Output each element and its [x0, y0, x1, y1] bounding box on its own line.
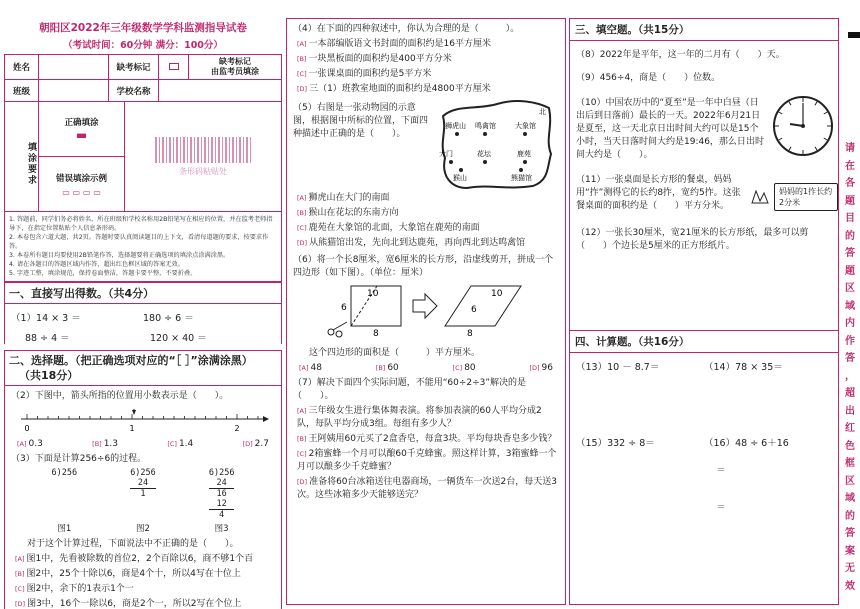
option-c[interactable]: [C] 一张课桌面的面积约是5平方米: [297, 69, 432, 79]
division-figures: [25, 468, 261, 520]
option-a[interactable]: [A] 48: [299, 363, 322, 373]
wrong-fill-sample: ▭ ▭ ▭ ▭: [62, 187, 101, 197]
school-field[interactable]: [159, 80, 282, 102]
side-warning: 请 在 各 题 目 的 答 题 区 域 内 作 答 ， 超 出 红 色 框 区 域 的 答 案 无 效: [845, 143, 855, 592]
tick-label: 0: [24, 424, 30, 433]
q6-options: [299, 363, 553, 373]
option-d[interactable]: [D] 准备将60台冰箱送往电器商场，一辆货车一次送2台，每天送3次。这些冰箱多少天能够送完？: [297, 477, 557, 500]
section-3: [570, 19, 838, 331]
tick-label: 2: [234, 424, 240, 433]
name-label: 姓名: [5, 55, 39, 80]
fig-caption: 图3: [214, 524, 229, 534]
question-10[interactable]: （10）中国农历中的“夏至”是一年中白昼（日出后到日落前）最长的一天。2022年6月21日是夏至，这一天北京日出时间大约可以是15个小时，当天日落时间大约是19:46，那么日出时间大约是（ ）。: [576, 98, 764, 160]
option-b[interactable]: [B] 王阿姨用60元买了2盒香皂，每盒3块。平均每块香皂多少钱？: [297, 434, 557, 444]
note-item: 3. 本卷所有题目均要使用2B铅笔作答，选择题要将正确选项的填涂点涂满涂黑。: [9, 252, 230, 259]
option-c[interactable]: [C] 80: [452, 363, 476, 373]
option-d[interactable]: [D] 图3中，16个一除以6，商是2个一，所以2写在个位上: [15, 599, 242, 609]
option-a[interactable]: [A] 一本部编版语文书封面的面积约是16平方厘米: [297, 39, 491, 49]
question-12[interactable]: （12）一张长30厘米，宽21厘米的长方形纸，最多可以剪（ ）个边长是5厘米的正方形纸片。: [576, 228, 809, 251]
question-7: （7）解决下面四个实际问题，不能用“60÷2÷3”解决的是（ ）。: [293, 378, 527, 401]
question-11[interactable]: （11）一张桌面是长方形的餐桌，妈妈用“拃”测得它的长约8拃，宽约5拃。这张餐桌面的面积约是（ ）平方分米。: [576, 175, 741, 211]
option-d[interactable]: [D] 2.7: [242, 439, 269, 449]
section-4: [570, 331, 838, 513]
calc-item: （1）14 × 3 ＝: [11, 313, 81, 324]
option-c[interactable]: [C] 图2中，余下的1表示1个一: [15, 584, 134, 594]
dim-label: 6: [471, 305, 477, 315]
barcode-icon: [155, 137, 251, 163]
option-b[interactable]: [B] 1.3: [92, 439, 119, 449]
fill-req-label: 填涂要求: [5, 102, 39, 211]
info-table: [4, 54, 282, 102]
exam-title: 朝阳区2022年三年级数学学科监测指导试卷: [39, 22, 247, 34]
fill-requirements: [4, 102, 282, 212]
q2-options: [17, 439, 269, 449]
right-column: [569, 18, 839, 605]
zoo-map: [437, 98, 555, 190]
option-b[interactable]: [B] 一块黑板面的面积约是400平方分米: [297, 54, 452, 64]
calc-item: 180 ÷ 6 ＝: [143, 313, 194, 324]
question-2: （2）下图中，箭头所指的位置用小数表示是（ ）。: [11, 391, 229, 401]
map-label: 狮虎山: [445, 122, 466, 130]
barcode-label: 条形码粘贴处: [179, 166, 227, 176]
correct-fill-sample: ▬: [75, 128, 88, 142]
clock-icon: [772, 95, 834, 157]
option-d[interactable]: [D] 从熊猫馆出发，先向北到达鹿苑，再向西北到达鸣禽馆: [297, 238, 526, 248]
school-label: 学校名称: [109, 80, 159, 102]
note-item: 4. 请在各题目的答题区域内作答，超出红色框区域的答案无效。: [9, 261, 184, 268]
tick-label: 1: [129, 424, 135, 433]
class-field[interactable]: [39, 80, 109, 102]
option-d[interactable]: [D] 三（1）班教室地面的面积约是4800平方厘米: [297, 84, 491, 94]
map-label: 大门: [439, 150, 453, 158]
class-label: 班级: [5, 80, 39, 102]
calc-item: 120 × 40 ＝: [150, 333, 207, 344]
span-note: 妈妈的1拃长约2分米: [774, 183, 838, 211]
absent-note-line2: 由监考员填涂: [211, 67, 259, 76]
note-item: 5. 字迹工整，填涂规范，保持卷面整洁，答题卡要平整，不要折叠。: [9, 270, 197, 277]
q6-prompt: 这个四边形的面积是（ ）平方厘米。: [309, 348, 481, 358]
barcode-area: [125, 102, 281, 211]
section-2-points: （共18分）: [19, 369, 79, 382]
question-14[interactable]: （14）78 × 35＝: [704, 362, 783, 373]
option-b[interactable]: [B] 60: [375, 363, 399, 373]
fig-caption: 图2: [136, 524, 150, 534]
question-4: （4）在下面的四种叙述中，你认为合理的是（ ）。: [293, 24, 520, 34]
question-8[interactable]: （8）2022年是平年，这一年的二月有（ ）天。: [576, 50, 785, 60]
map-label: 熊猫馆: [511, 174, 532, 182]
section-2-title: 二、选择题。（把正确选项对应的“［ ］”涂满涂黑）: [9, 354, 253, 367]
division-fig-2: 6)256 24 1: [130, 468, 156, 499]
name-field[interactable]: [39, 55, 109, 80]
question-16[interactable]: （16）48 ÷ 6＋16: [704, 438, 789, 449]
question-5: （5）右图是一张动物园的示意图，根据图中所标的位置，下面四种描述中正确的是（ ）。: [293, 103, 429, 139]
question-6: （6）将一个长8厘米，宽6厘米的长方形，沿虚线剪开，拼成一个四边形（如下图）。（单位：厘米）: [293, 255, 554, 278]
section-3-title: 三、填空题。（共15分）: [570, 19, 838, 41]
note-item: 2. 本卷包含六道大题，共2页。答题时要认真阅读题目的上下文，看清每道题的要求，按要求作答。: [9, 234, 269, 250]
note-item: 1. 答题前，同学们务必将姓名、所在班级和学校名称用2B铅笔写在相应的位置，并在监考老师指导下，在指定位置粘贴个人信息条形码。: [9, 216, 273, 232]
middle-column: [286, 18, 566, 605]
question-15[interactable]: （15）332 ÷ 8＝: [576, 438, 655, 449]
dim-label: 10: [491, 289, 503, 299]
option-c[interactable]: [C] 1.4: [167, 439, 194, 449]
division-fig-3: 6)256 24 16 12 4: [208, 468, 235, 520]
figure-captions: [25, 522, 261, 534]
scissors-icon: [328, 322, 347, 337]
option-d[interactable]: [D] 96: [529, 363, 553, 373]
map-label: 鸣禽馆: [475, 122, 496, 130]
equals-sign: ＝: [716, 503, 726, 513]
question-13[interactable]: （13）10 － 8.7＝: [576, 362, 660, 373]
option-a[interactable]: [A] 狮虎山在大门的南面: [297, 193, 390, 203]
notes: [4, 212, 282, 282]
section-4-title: 四、计算题。（共16分）: [570, 331, 838, 353]
map-label: 猴山: [453, 174, 467, 182]
option-a[interactable]: [A] 图1中，先看被除数的首位2，2个百除以6，商不够1个百: [15, 554, 254, 564]
option-b[interactable]: [B] 猴山在花坛的东南方向: [297, 208, 399, 218]
equals-sign: ＝: [716, 466, 726, 476]
wrong-fill-label: 错误填涂示例: [55, 173, 107, 184]
dim-label: 8: [467, 329, 473, 339]
absent-note-line1: 缺考标记: [219, 57, 251, 66]
section-2: [4, 350, 282, 609]
correct-fill-label: 正确填涂: [64, 118, 99, 128]
option-b[interactable]: [B] 图2中，25个十除以6，商是4个十，所以4写在十位上: [15, 569, 241, 579]
hand-span-icon: [750, 187, 774, 207]
q3-prompt: 对于这个计算过程，下面说法中不正确的是（ ）。: [27, 539, 239, 549]
dim-label: 8: [373, 329, 379, 339]
exam-subtitle: （考试时间：60分钟 满分：100分）: [63, 40, 223, 51]
option-a[interactable]: [A] 0.3: [17, 439, 43, 449]
option-a[interactable]: [A] 三年级女生进行集体舞表演。将参加表演的60人平均分成2队，每队平均分成3组。每组有多少人？: [297, 406, 542, 429]
number-line: [19, 409, 269, 433]
left-column: [4, 18, 282, 609]
fig-caption: 图1: [57, 524, 72, 534]
shape-figure: [295, 282, 555, 340]
arrow-right-icon: [413, 294, 437, 318]
map-label: 北: [539, 108, 546, 116]
section-1: [4, 282, 282, 344]
map-label: 鹿苑: [517, 150, 531, 158]
registration-mark: [848, 32, 860, 38]
calc-item: 88 ÷ 4 ＝: [25, 333, 70, 344]
option-c[interactable]: [C] 2箱蜜蜂一个月可以酿60千克蜂蜜。照这样计算，3箱蜜蜂一个月可以酿多少千克蜂蜜？: [297, 449, 557, 472]
question-3: （3）下面是计算256÷6的过程。: [11, 454, 147, 464]
dim-label: 10: [367, 289, 379, 299]
dim-label: 6: [341, 303, 347, 313]
section-1-title: 一、直接写出得数。（共4分）: [5, 282, 281, 304]
top-strip: [0, 0, 860, 16]
division-fig-1: 6)256: [51, 468, 78, 478]
map-label: 花坛: [477, 150, 491, 158]
option-c[interactable]: [C] 鹿苑在大象馆的北面，大象馆在鹿苑的南面: [297, 223, 480, 233]
absent-label: 缺考标记: [109, 55, 159, 80]
question-9[interactable]: （9）456÷4，商是（ ）位数。: [576, 73, 721, 83]
absent-checkbox[interactable]: [169, 63, 179, 70]
map-label: 大象馆: [515, 122, 536, 130]
